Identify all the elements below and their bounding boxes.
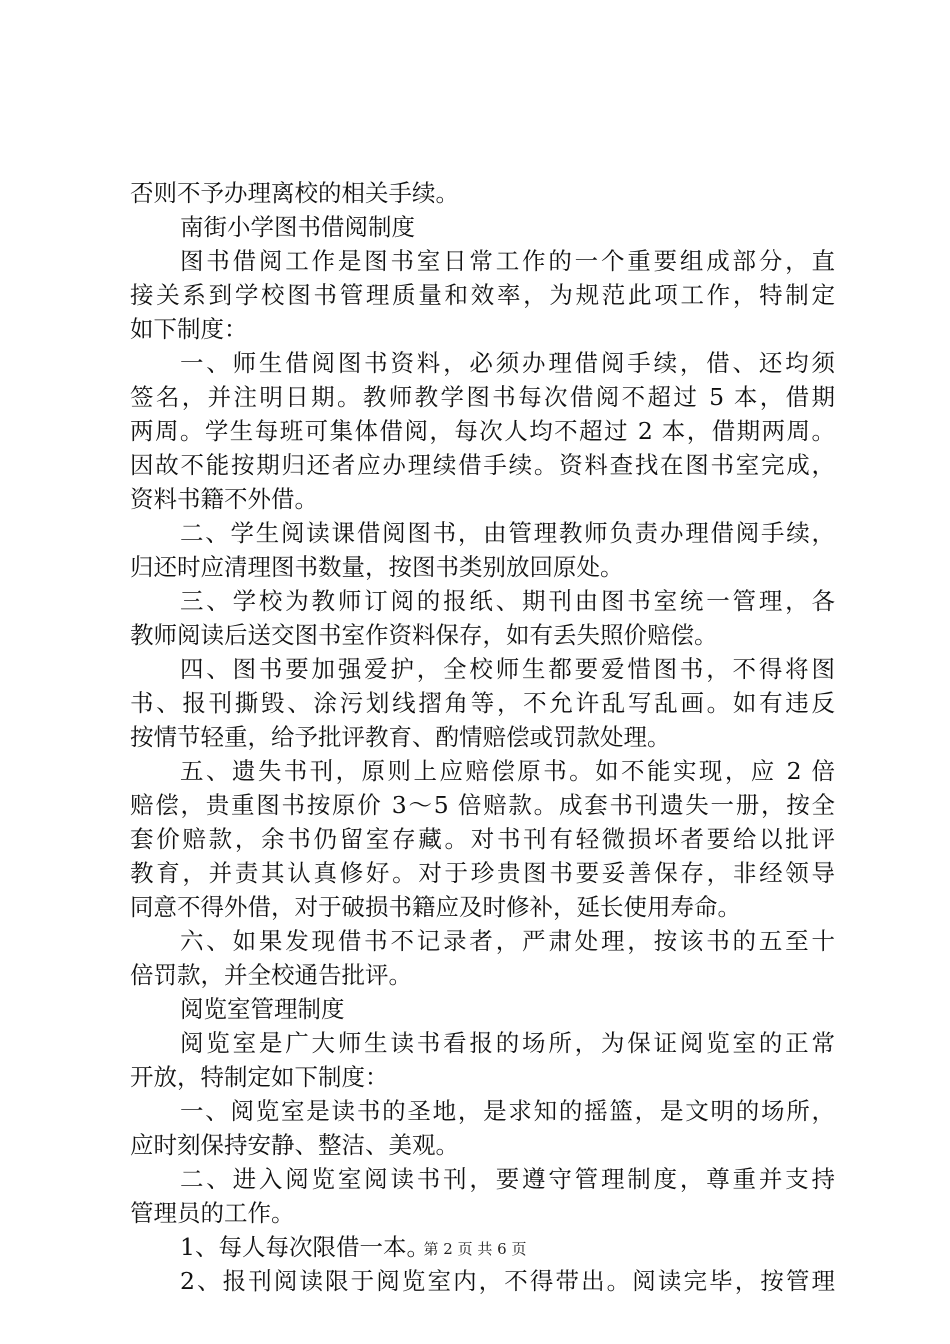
section-title: 阅览室管理制度 bbox=[180, 995, 345, 1023]
text-line: 归还时应清理图书数量，按图书类别放回原处。 bbox=[130, 553, 624, 581]
page-number-footer: 第 2 页 共 6 页 bbox=[423, 1240, 527, 1258]
text-line: 二、学生阅读课借阅图书，由管理教师负责办理借阅手续， bbox=[180, 519, 835, 547]
text-line: 管理员的工作。 bbox=[130, 1199, 295, 1227]
text-line: 书、报刊撕毁、涂污划线摺角等，不允许乱写乱画。如有违反 bbox=[130, 689, 835, 717]
text-line: 应时刻保持安静、整洁、美观。 bbox=[130, 1131, 459, 1159]
text-line: 一、师生借阅图书资料，必须办理借阅手续，借、还均须 bbox=[180, 349, 835, 377]
text-line: 签名，并注明日期。教师教学图书每次借阅不超过 5 本，借期 bbox=[130, 383, 835, 411]
text-line: 五、遗失书刊，原则上应赔偿原书。如不能实现，应 2 倍 bbox=[180, 757, 835, 785]
text-line: 图书借阅工作是图书室日常工作的一个重要组成部分，直 bbox=[180, 247, 835, 275]
text-line: 资料书籍不外借。 bbox=[130, 485, 318, 513]
text-line: 1、每人每次限借一本。 bbox=[180, 1233, 430, 1261]
text-line: 教育，并责其认真修好。对于珍贵图书要妥善保存，非经领导 bbox=[130, 859, 835, 887]
text-line: 如下制度： bbox=[130, 315, 248, 343]
text-line: 同意不得外借，对于破损书籍应及时修补，延长使用寿命。 bbox=[130, 893, 741, 921]
text-line: 教师阅读后送交图书室作资料保存，如有丢失照价赔偿。 bbox=[130, 621, 718, 649]
text-line: 否则不予办理离校的相关手续。 bbox=[130, 179, 459, 207]
text-line: 套价赔款，余书仍留室存藏。对书刊有轻微损坏者要给以批评 bbox=[130, 825, 835, 853]
text-line: 二、进入阅览室阅读书刊，要遵守管理制度，尊重并支持 bbox=[180, 1165, 835, 1193]
text-line: 一、阅览室是读书的圣地，是求知的摇篮，是文明的场所， bbox=[180, 1097, 835, 1125]
text-line: 四、图书要加强爱护，全校师生都要爱惜图书，不得将图 bbox=[180, 655, 835, 683]
text-line: 倍罚款，并全校通告批评。 bbox=[130, 961, 412, 989]
text-line: 按情节轻重，给予批评教育、酌情赔偿或罚款处理。 bbox=[130, 723, 671, 751]
text-line: 因故不能按期归还者应办理续借手续。资料查找在图书室完成， bbox=[130, 451, 835, 479]
text-line: 两周。学生每班可集体借阅，每次人均不超过 2 本，借期两周。 bbox=[130, 417, 835, 445]
text-line: 阅览室是广大师生读书看报的场所，为保证阅览室的正常 bbox=[180, 1029, 835, 1057]
text-line: 三、学校为教师订阅的报纸、期刊由图书室统一管理，各 bbox=[180, 587, 835, 615]
section-title: 南街小学图书借阅制度 bbox=[180, 213, 415, 241]
text-line: 2、报刊阅读限于阅览室内，不得带出。阅读完毕，按管理 bbox=[180, 1267, 835, 1295]
text-line: 六、如果发现借书不记录者，严肃处理，按该书的五至十 bbox=[180, 927, 835, 955]
text-line: 赔偿，贵重图书按原价 3～5 倍赔款。成套书刊遗失一册，按全 bbox=[130, 791, 835, 819]
text-line: 接关系到学校图书管理质量和效率，为规范此项工作，特制定 bbox=[130, 281, 835, 309]
text-line: 开放，特制定如下制度： bbox=[130, 1063, 389, 1091]
